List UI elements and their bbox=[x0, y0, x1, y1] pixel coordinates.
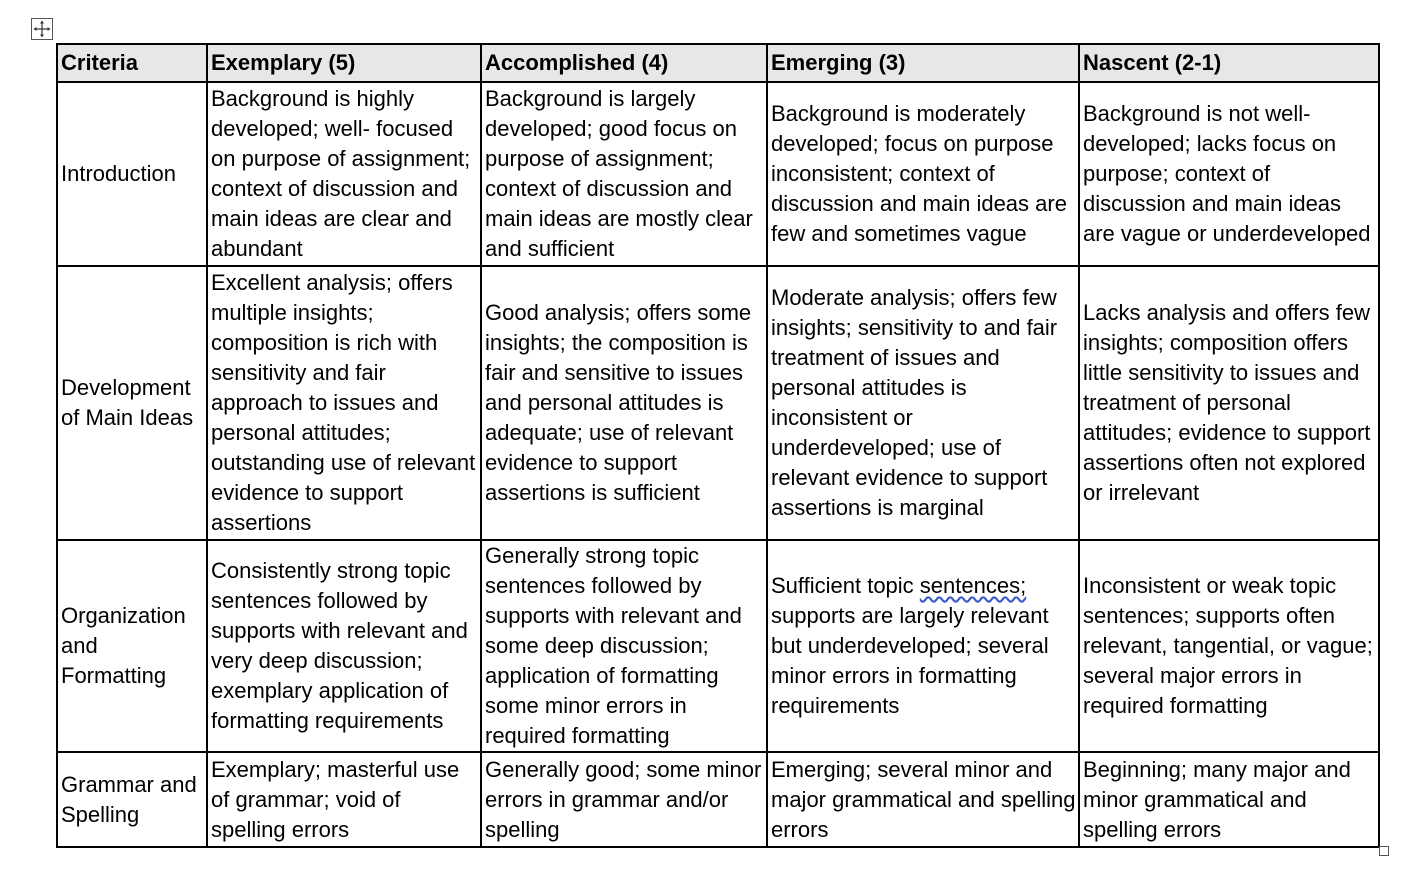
table-move-icon[interactable] bbox=[31, 18, 53, 40]
accomplished-cell[interactable]: Generally strong topic sentences followed by supports with relevant and some deep discussion; application of formatting some minor errors in required formatting bbox=[481, 540, 767, 752]
header-criteria[interactable]: Criteria bbox=[57, 44, 207, 82]
emerging-cell[interactable]: Moderate analysis; offers few insights; sensitivity to and fair treatment of issues and personal attitudes is inconsistent or underdeveloped; use of relevant evidence to support assertions is marginal bbox=[767, 266, 1079, 540]
table-row bbox=[57, 266, 1379, 540]
criteria-cell[interactable]: Grammar and Spelling bbox=[57, 752, 207, 847]
table-row bbox=[57, 540, 1379, 752]
emerging-cell[interactable]: Emerging; several minor and major grammatical and spelling errors bbox=[767, 752, 1079, 847]
accomplished-cell[interactable]: Background is largely developed; good focus on purpose of assignment; context of discussion and main ideas are mostly clear and sufficient bbox=[481, 82, 767, 266]
rubric-table bbox=[56, 43, 1380, 848]
emerging-cell[interactable] bbox=[767, 540, 1079, 752]
table-row bbox=[57, 82, 1379, 266]
accomplished-cell[interactable]: Generally good; some minor errors in grammar and/or spelling bbox=[481, 752, 767, 847]
header-nascent[interactable]: Nascent (2-1) bbox=[1079, 44, 1379, 82]
emerging-text-rest: supports are largely relevant but underdeveloped; several minor errors in formatting requirements bbox=[771, 603, 1049, 718]
header-exemplary[interactable]: Exemplary (5) bbox=[207, 44, 481, 82]
criteria-cell[interactable]: Development of Main Ideas bbox=[57, 266, 207, 540]
header-row bbox=[57, 44, 1379, 82]
accomplished-cell[interactable]: Good analysis; offers some insights; the composition is fair and sensitive to issues and personal attitudes is adequate; use of relevant evidence to support assertions is sufficient bbox=[481, 266, 767, 540]
nascent-cell[interactable]: Lacks analysis and offers few insights; composition offers little sensitivity to issues and treatment of personal attitudes; evidence to support assertions often not explored or irrelevant bbox=[1079, 266, 1379, 540]
criteria-cell[interactable]: Introduction bbox=[57, 82, 207, 266]
exemplary-cell[interactable]: Excellent analysis; offers multiple insights; composition is rich with sensitivity and fair approach to issues and personal attitudes; outstanding use of relevant evidence to support assertions bbox=[207, 266, 481, 540]
emerging-cell[interactable]: Background is moderately developed; focus on purpose inconsistent; context of discussion and main ideas are few and sometimes vague bbox=[767, 82, 1079, 266]
nascent-cell[interactable]: Background is not well-developed; lacks focus on purpose; context of discussion and main ideas are vague or underdeveloped bbox=[1079, 82, 1379, 266]
header-accomplished[interactable]: Accomplished (4) bbox=[481, 44, 767, 82]
spelling-flag[interactable]: sentences; bbox=[919, 573, 1027, 598]
exemplary-cell[interactable]: Exemplary; masterful use of grammar; void of spelling errors bbox=[207, 752, 481, 847]
exemplary-cell[interactable]: Consistently strong topic sentences followed by supports with relevant and very deep discussion; exemplary application of formatting requirements bbox=[207, 540, 481, 752]
table-resize-icon[interactable] bbox=[1379, 846, 1389, 856]
header-emerging[interactable]: Emerging (3) bbox=[767, 44, 1079, 82]
exemplary-cell[interactable]: Background is highly developed; well- focused on purpose of assignment; context of discussion and main ideas are clear and abundant bbox=[207, 82, 481, 266]
criteria-cell[interactable]: Organization and Formatting bbox=[57, 540, 207, 752]
nascent-cell[interactable]: Inconsistent or weak topic sentences; supports often relevant, tangential, or vague; several major errors in required formatting bbox=[1079, 540, 1379, 752]
emerging-text-lead: Sufficient topic bbox=[771, 573, 920, 598]
nascent-cell[interactable]: Beginning; many major and minor grammatical and spelling errors bbox=[1079, 752, 1379, 847]
table-row bbox=[57, 752, 1379, 847]
